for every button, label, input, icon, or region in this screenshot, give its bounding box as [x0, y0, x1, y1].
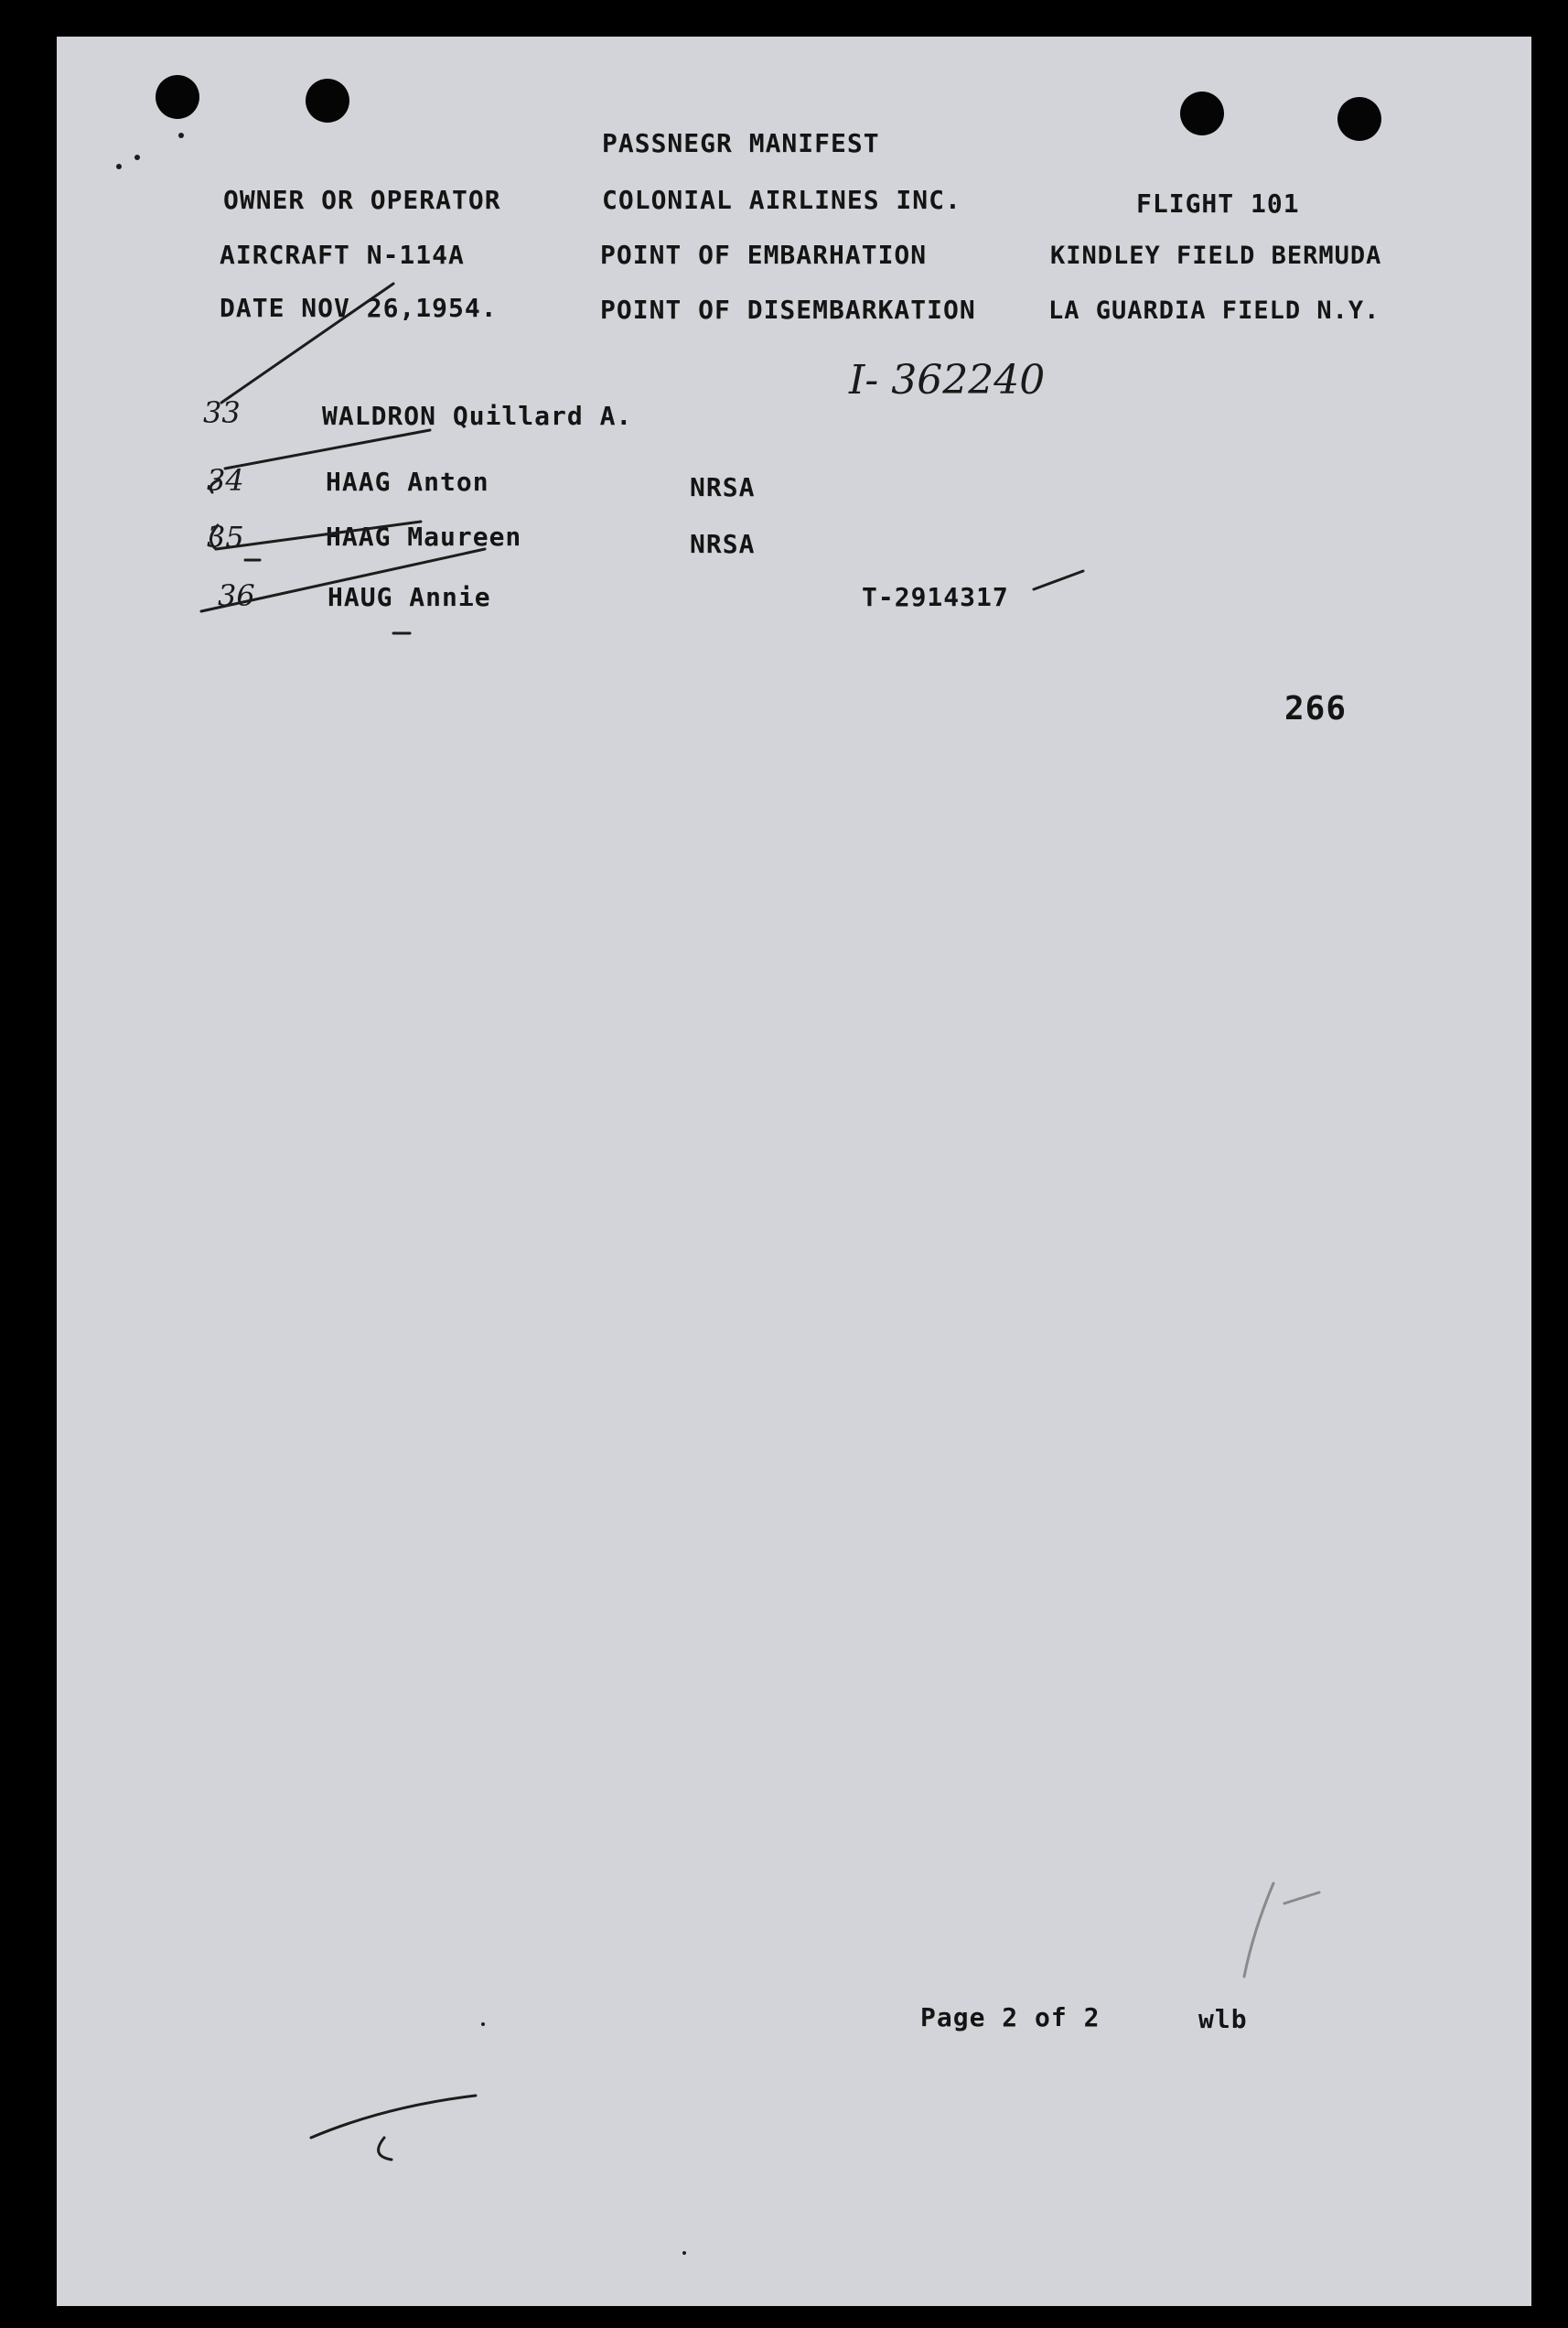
passenger-name: WALDRON Quillard A.	[322, 401, 633, 431]
embarkation-label: POINT OF EMBARHATION	[600, 240, 928, 270]
flight-number: FLIGHT 101	[1136, 189, 1300, 219]
owner-label: OWNER OR OPERATOR	[223, 185, 501, 215]
passenger-number: 35	[207, 520, 244, 555]
passenger-number: 36	[218, 578, 255, 613]
aircraft-id: AIRCRAFT N-114A	[220, 240, 465, 270]
page-footer: Page 2 of 2	[920, 2002, 1101, 2032]
passenger-name: HAAG Maureen	[326, 522, 522, 552]
passenger-status: NRSA	[690, 472, 756, 502]
passenger-status: NRSA	[690, 529, 756, 559]
passenger-name: HAUG Annie	[328, 582, 491, 612]
passenger-number: 33	[203, 395, 241, 430]
typist-initials: wlb	[1198, 2004, 1248, 2034]
punch-hole	[1180, 92, 1224, 135]
punch-hole	[156, 75, 199, 119]
disembarkation-label: POINT OF DISEMBARKATION	[600, 295, 976, 325]
punch-hole	[1337, 97, 1381, 141]
passenger-number: 34	[207, 463, 244, 498]
manifest-title: PASSNEGR MANIFEST	[602, 128, 880, 158]
embarkation-value: KINDLEY FIELD BERMUDA	[1050, 242, 1382, 270]
passenger-name: HAAG Anton	[326, 467, 489, 497]
manifest-page	[57, 37, 1531, 2306]
disembarkation-value: LA GUARDIA FIELD N.Y.	[1048, 296, 1380, 325]
passenger-ref: T-2914317	[862, 582, 1009, 612]
owner-value: COLONIAL AIRLINES INC.	[602, 185, 961, 215]
page-stamp-number: 266	[1284, 690, 1348, 728]
punch-hole	[306, 79, 349, 123]
file-number-annotation: I- 362240	[849, 357, 1046, 404]
manifest-date: DATE NOV 26,1954.	[220, 293, 498, 323]
